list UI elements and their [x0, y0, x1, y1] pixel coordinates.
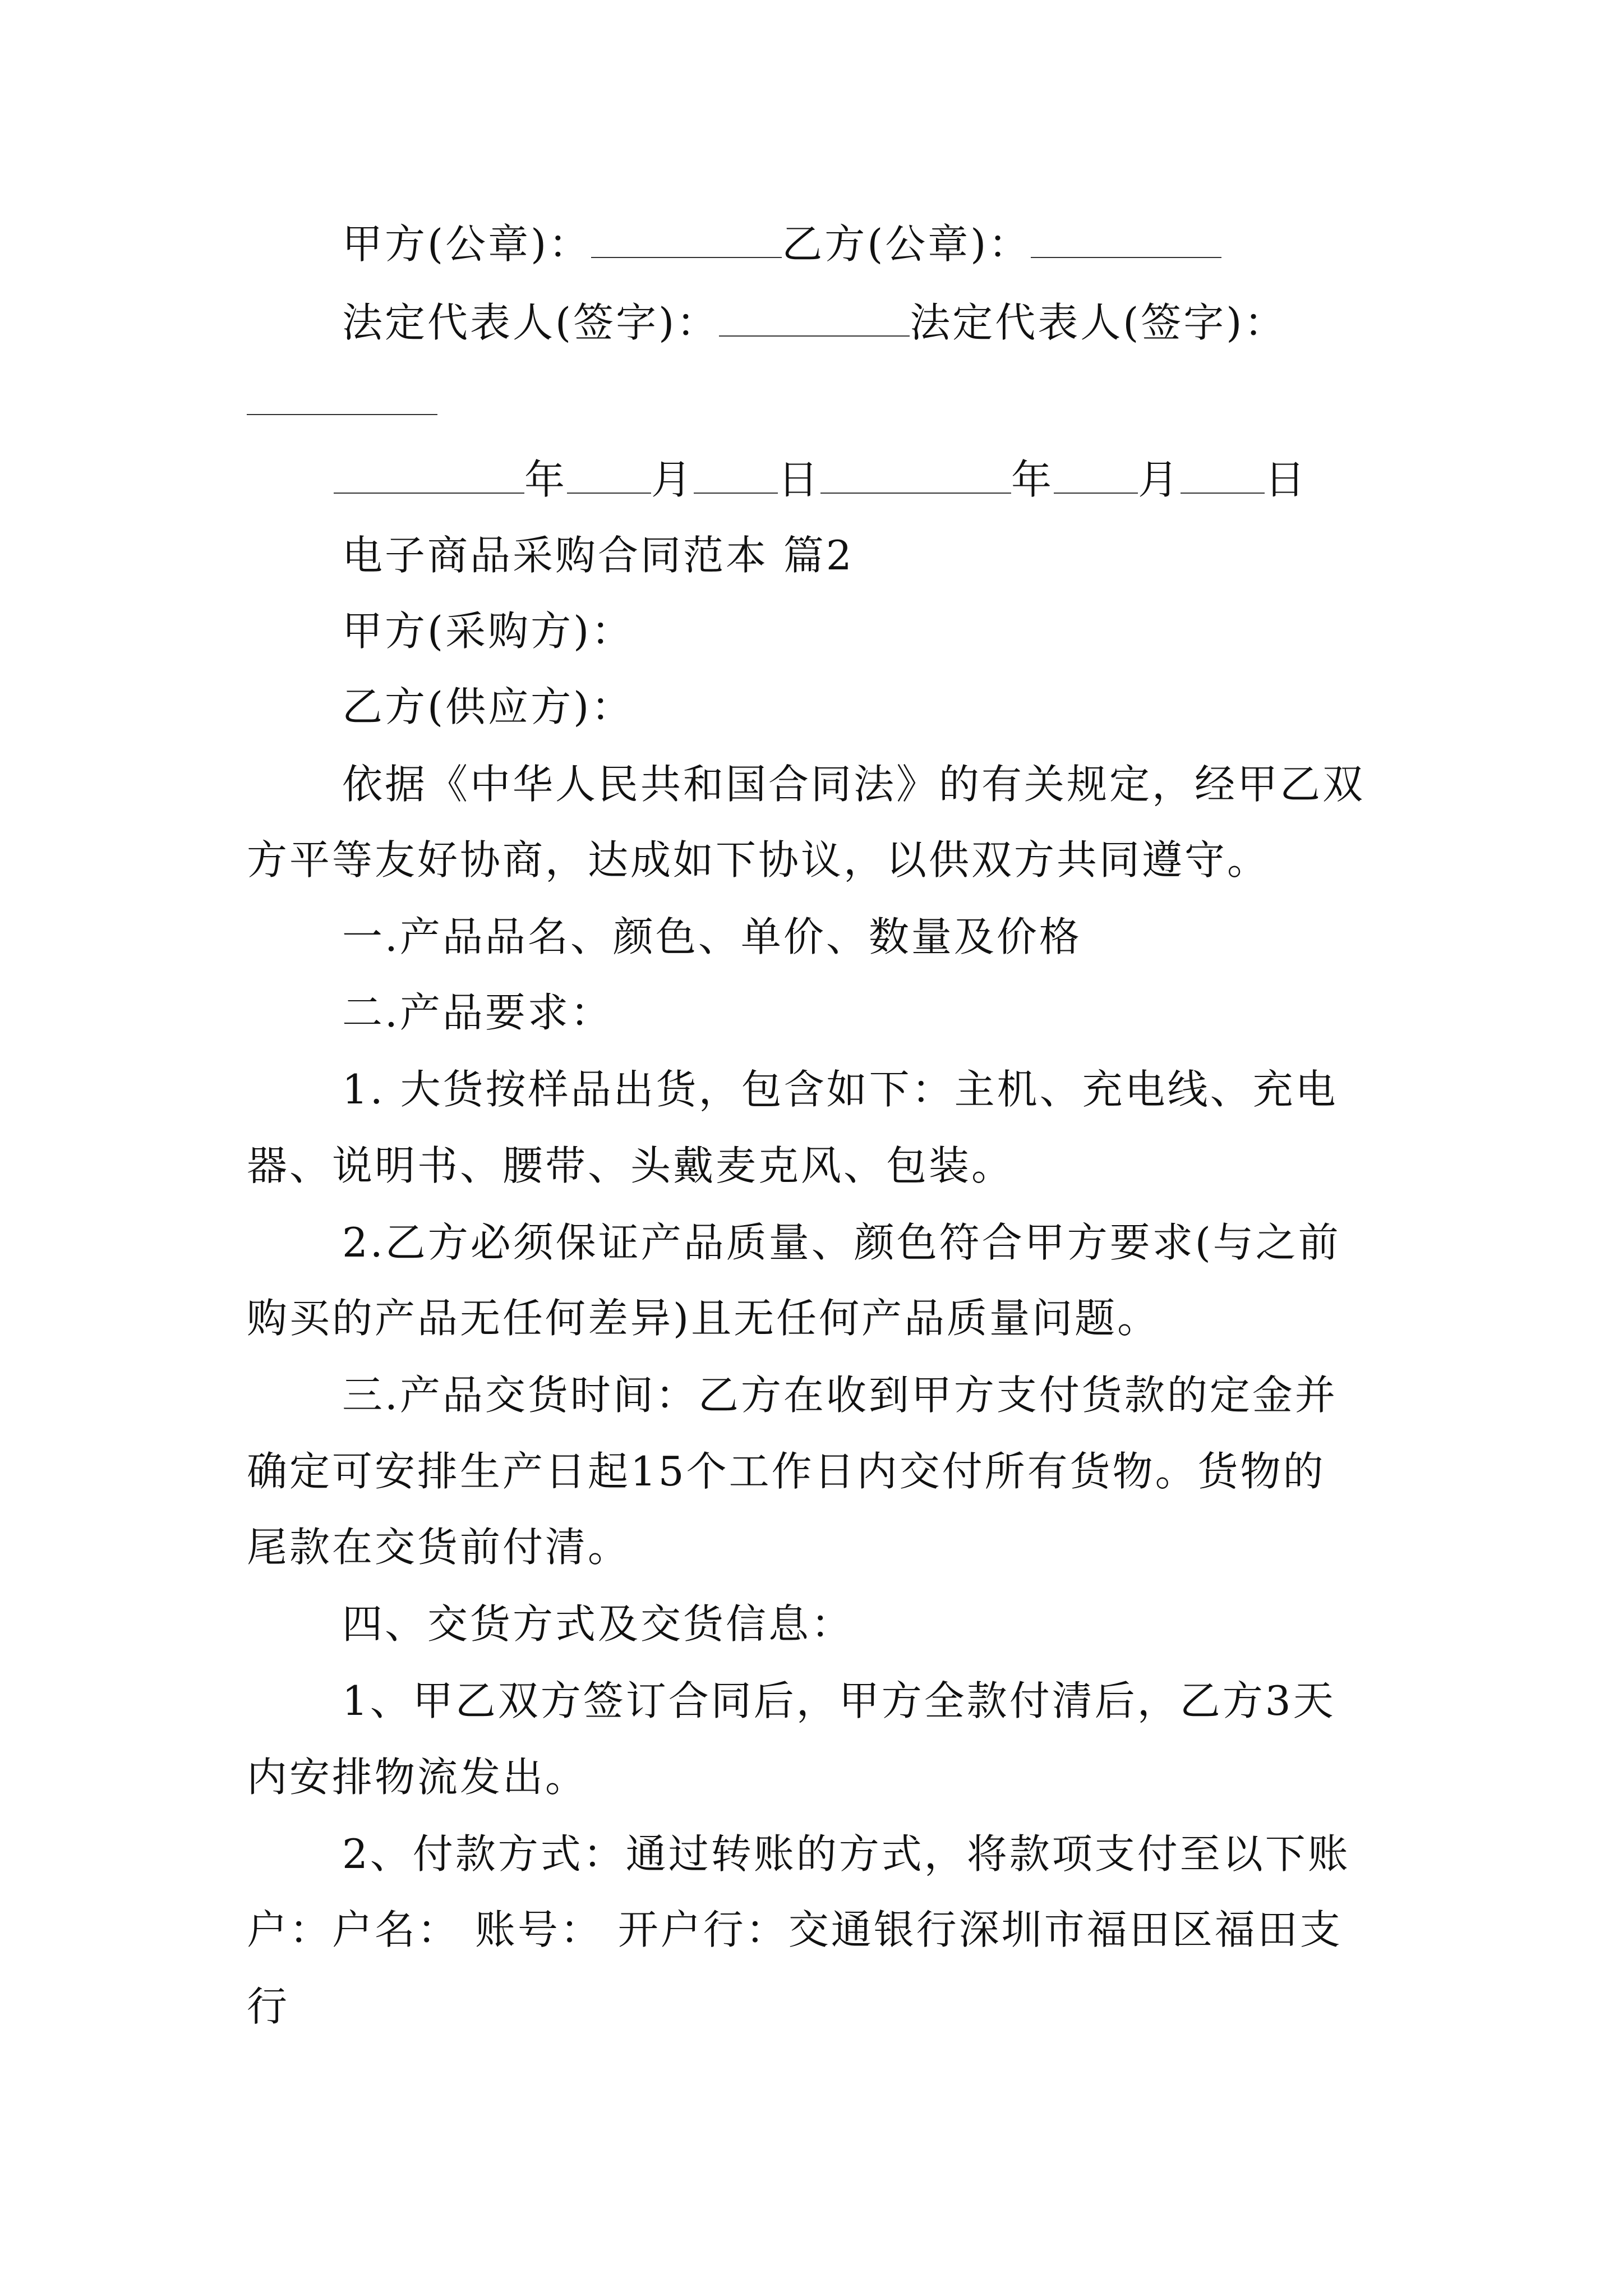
month-b-blank [1054, 453, 1138, 494]
section-3-line-2: 确定可安排生产日起15个工作日内交付所有货物。货物的 [247, 1448, 1326, 1495]
intro-line-1: 依据《中华人民共和国合同法》的有关规定，经甲乙双 [342, 761, 1366, 808]
item-2-line-2: 购买的产品无任何差异)且无任何产品质量问题。 [247, 1295, 1160, 1342]
legal-rep-line [0, 289, 1623, 356]
section-1-heading: 一.产品品名、颜色、单价、数量及价格 [342, 913, 1082, 960]
legal-rep-b-label: 法定代表人(签字)： [910, 299, 1287, 346]
day-b-label: 日 [1265, 456, 1308, 503]
section-4-heading: 四、交货方式及交货信息： [342, 1600, 854, 1648]
delivery-2-line-2: 户：户名： 账号： 开户行：交通银行深圳市福田区福田支 [247, 1906, 1343, 1953]
delivery-1-line-1: 1、甲乙双方签订合同后，甲方全款付清后，乙方3天 [342, 1677, 1336, 1724]
legal-rep-a-blank [719, 296, 910, 337]
party-a-line: 甲方(采购方)： [342, 608, 634, 655]
party-a-seal-label: 甲方(公章)： [342, 220, 592, 268]
intro-line-2: 方平等友好协商，达成如下协议，以供双方共同遵守。 [247, 836, 1270, 884]
legal-rep-b-blank [247, 375, 437, 415]
signature-seal-line [0, 210, 1623, 278]
date-line [0, 446, 1623, 513]
party-b-seal-blank [1031, 218, 1221, 258]
item-1-line-1: 1. 大货按样品出货，包含如下：主机、充电线、充电 [342, 1066, 1338, 1113]
month-a-blank [567, 453, 651, 494]
legal-rep-a-label: 法定代表人(签字)： [342, 299, 720, 346]
year-b-blank [820, 453, 1011, 494]
document-heading: 电子商品采购合同范本 篇2 [342, 532, 854, 579]
delivery-1-line-2: 内安排物流发出。 [247, 1754, 588, 1801]
delivery-2-line-3: 行 [247, 1983, 290, 2030]
delivery-2-line-1: 2、付款方式：通过转账的方式，将款项支付至以下账 [342, 1830, 1350, 1878]
item-1-line-2: 器、说明书、腰带、头戴麦克风、包装。 [247, 1142, 1015, 1189]
day-b-blank [1181, 453, 1265, 494]
party-b-seal-label: 乙方(公章)： [782, 220, 1031, 268]
party-a-seal-blank [591, 218, 782, 258]
legal-rep-b-blank-line [0, 367, 1623, 435]
year-a-label: 年 [524, 456, 568, 503]
day-a-blank [694, 453, 778, 494]
year-a-blank [334, 453, 524, 494]
section-3-line-3: 尾款在交货前付清。 [247, 1524, 631, 1571]
party-b-line: 乙方(供应方)： [342, 683, 634, 730]
section-2-heading: 二.产品要求： [342, 989, 613, 1036]
day-a-label: 日 [778, 456, 821, 503]
month-b-label: 月 [1138, 456, 1181, 503]
month-a-label: 月 [651, 456, 694, 503]
item-2-line-1: 2.乙方必须保证产品质量、颜色符合甲方要求(与之前 [342, 1219, 1341, 1266]
section-3-line-1: 三.产品交货时间：乙方在收到甲方支付货款的定金并 [342, 1372, 1338, 1419]
year-b-label: 年 [1011, 456, 1054, 503]
